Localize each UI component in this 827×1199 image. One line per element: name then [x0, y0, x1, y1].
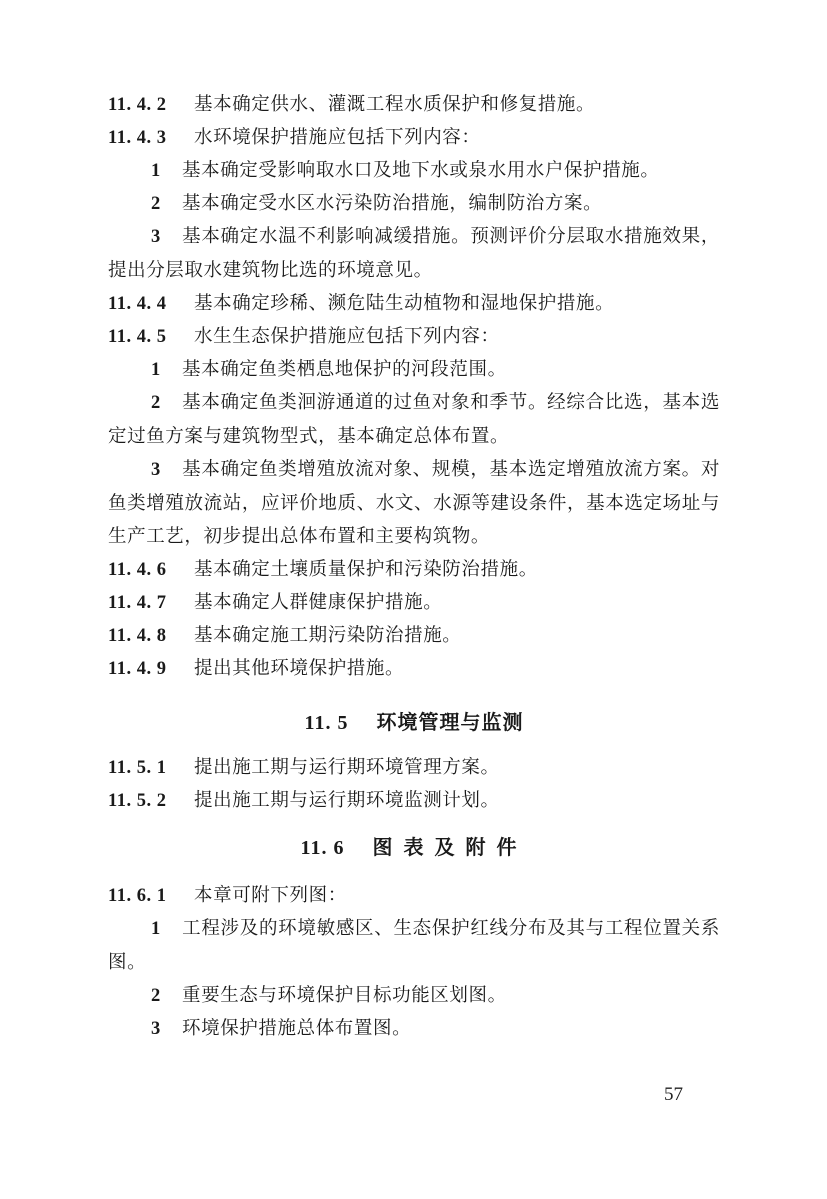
- item-text: 基本确定鱼类洄游通道的过鱼对象和季节。经综合比选，基本选定过鱼方案与建筑物型式，基本确定总体布置。: [108, 392, 720, 447]
- clause-11-4-9: [108, 652, 720, 685]
- item-text: 基本确定鱼类增殖放流对象、规模，基本选定增殖放流方案。对鱼类增殖放流站，应评价地质、水文、水源等建设条件，基本选定场址与生产工艺，初步提出总体布置和主要构筑物。: [108, 459, 720, 547]
- clause-number: 11. 6. 1: [108, 886, 167, 906]
- clause-text: 基本确定供水、灌溉工程水质保护和修复措施。: [194, 94, 596, 115]
- item-number: 1: [151, 919, 161, 939]
- item-number: 3: [151, 460, 161, 480]
- clause-11-4-2: [108, 88, 720, 121]
- clause-number: 11. 5. 2: [108, 791, 167, 811]
- page-number: 57: [664, 1084, 683, 1105]
- item-number: 3: [151, 227, 161, 247]
- clause-text: 基本确定土壤质量保护和污染防治措施。: [194, 559, 538, 580]
- clause-text: 基本确定施工期污染防治措施。: [194, 625, 462, 646]
- clause-text: 提出施工期与运行期环境管理方案。: [194, 757, 500, 778]
- item-number: 2: [151, 986, 161, 1006]
- clause-text: 基本确定珍稀、濒危陆生动植物和湿地保护措施。: [194, 293, 615, 314]
- clause-11-4-7: [108, 586, 720, 619]
- document-page: [108, 88, 720, 1045]
- clause-11-6-1: [108, 879, 720, 912]
- section-number: 11. 6: [300, 837, 345, 859]
- clause-number: 11. 4. 6: [108, 560, 167, 580]
- item-text: 基本确定受影响取水口及地下水或泉水用水户保护措施。: [182, 160, 660, 181]
- clause-text: 水生生态保护措施应包括下列内容：: [194, 326, 500, 347]
- section-number: 11. 5: [304, 712, 349, 734]
- clause-11-4-8: [108, 619, 720, 652]
- clause-11-5-2: [108, 784, 720, 817]
- list-item: [108, 220, 720, 287]
- item-number: 1: [151, 360, 161, 380]
- item-number: 1: [151, 161, 161, 181]
- item-number: 2: [151, 194, 161, 214]
- item-text: 环境保护措施总体布置图。: [182, 1018, 412, 1039]
- clause-text: 基本确定人群健康保护措施。: [194, 592, 443, 613]
- list-item: [108, 1012, 720, 1045]
- item-text: 基本确定受水区水污染防治措施，编制防治方案。: [182, 193, 603, 214]
- section-title: 环境管理与监测: [376, 710, 524, 734]
- clause-number: 11. 4. 5: [108, 327, 167, 347]
- item-text: 工程涉及的环境敏感区、生态保护红线分布及其与工程位置关系图。: [108, 918, 720, 973]
- clause-number: 11. 4. 7: [108, 593, 167, 613]
- clause-number: 11. 4. 4: [108, 294, 167, 314]
- clause-number: 11. 5. 1: [108, 758, 167, 778]
- clause-number: 11. 4. 3: [108, 128, 167, 148]
- list-item: [108, 353, 720, 386]
- section-heading-11-6: [108, 827, 720, 867]
- item-text: 基本确定水温不利影响减缓措施。预测评价分层取水措施效果，提出分层取水建筑物比选的环境意见。: [108, 226, 720, 281]
- clause-number: 11. 4. 2: [108, 95, 167, 115]
- item-text: 重要生态与环境保护目标功能区划图。: [182, 985, 507, 1006]
- list-item: [108, 979, 720, 1012]
- clause-11-4-4: [108, 287, 720, 320]
- item-number: 2: [151, 393, 161, 413]
- list-item: [108, 912, 720, 979]
- clause-number: 11. 4. 9: [108, 659, 167, 679]
- clause-11-4-6: [108, 553, 720, 586]
- clause-text: 本章可附下列图：: [194, 885, 347, 906]
- list-item: [108, 453, 720, 553]
- item-number: 3: [151, 1019, 161, 1039]
- clause-11-4-3: [108, 121, 720, 154]
- section-heading-11-5: [108, 702, 720, 742]
- list-item: [108, 386, 720, 453]
- clause-text: 水环境保护措施应包括下列内容：: [194, 127, 481, 148]
- list-item: [108, 187, 720, 220]
- item-text: 基本确定鱼类栖息地保护的河段范围。: [182, 359, 507, 380]
- list-item: [108, 154, 720, 187]
- clause-11-4-5: [108, 320, 720, 353]
- section-title: 图表及附件: [372, 835, 528, 859]
- clause-11-5-1: [108, 751, 720, 784]
- clause-text: 提出其他环境保护措施。: [194, 658, 405, 679]
- clause-number: 11. 4. 8: [108, 626, 167, 646]
- clause-text: 提出施工期与运行期环境监测计划。: [194, 790, 500, 811]
